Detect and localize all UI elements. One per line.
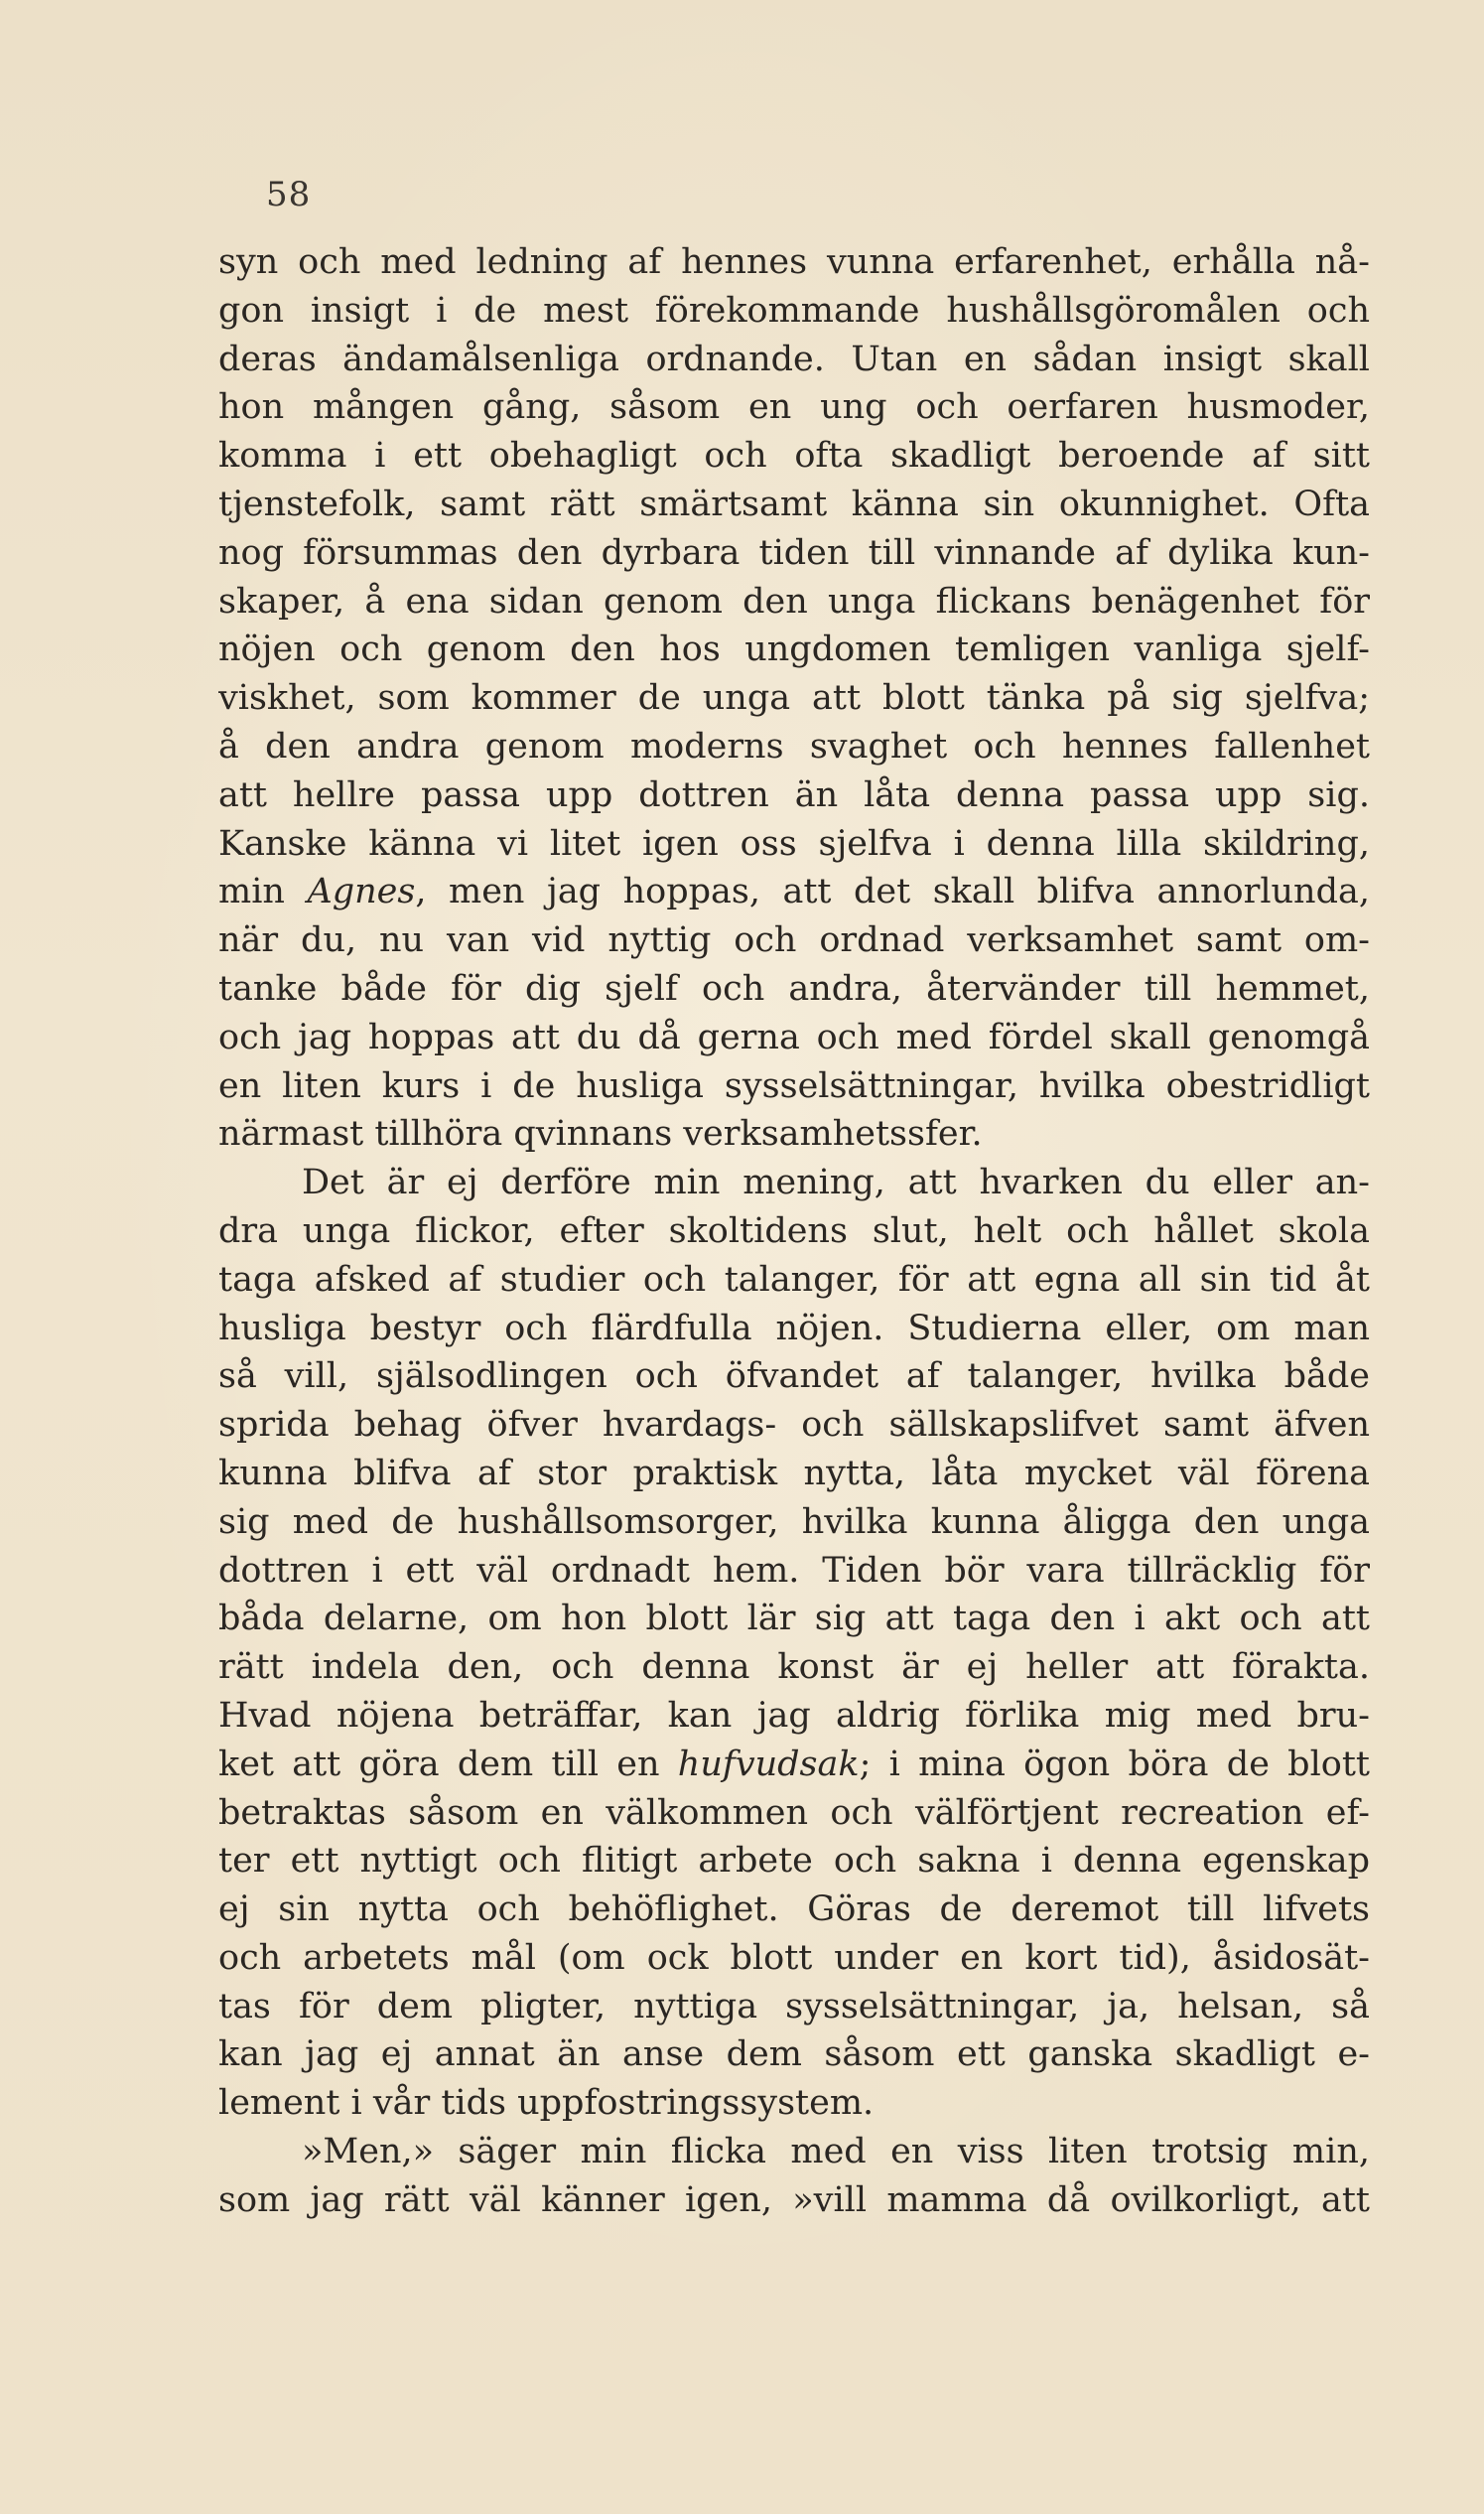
text-line: kan jag ej annat än anse dem såsom ett ganska skadligt e- <box>218 2034 1370 2075</box>
text-line: husliga bestyr och flärdfulla nöjen. Studierna eller, om man <box>218 1308 1370 1348</box>
page-number: 58 <box>266 175 312 214</box>
text-line: sig med de hushållsomsorger, hvilka kunna åligga den unga <box>218 1501 1370 1542</box>
text-line: Det är ej derföre min mening, att hvarken du eller an- <box>302 1163 1370 1203</box>
text-line: ej sin nytta och behöflighet. Göras de deremot till lifvets <box>218 1889 1370 1930</box>
text-segment: , men jag hoppas, att det skall blifva annorlunda, <box>415 872 1370 912</box>
text-line: viskhet, som kommer de unga att blott tänka på sig sjelfva; <box>218 678 1370 719</box>
text-line: dottren i ett väl ordnadt hem. Tiden bör vara tillräcklig för <box>218 1550 1370 1591</box>
text-line <box>218 1741 1370 1789</box>
body-text <box>218 238 1370 2225</box>
text-line: å den andra genom moderns svaghet och hennes fallenhet <box>218 726 1370 767</box>
text-line: Hvad nöjena beträffar, kan jag aldrig förlika mig med bru- <box>218 1695 1370 1736</box>
text-line: komma i ett obehagligt och ofta skadligt beroende af sitt <box>218 436 1370 477</box>
text-line: skaper, å ena sidan genom den unga flickans benägenhet för <box>218 581 1370 622</box>
text-line: »Men,» säger min flicka med en viss liten trotsig min, <box>302 2132 1370 2172</box>
text-line: ter ett nyttigt och flitigt arbete och sakna i denna egenskap <box>218 1841 1370 1882</box>
text-line: en liten kurs i de husliga sysselsättningar, hvilka obestridligt <box>218 1065 1370 1106</box>
text-line: kunna blifva af stor praktisk nytta, låta mycket väl förena <box>218 1453 1370 1493</box>
text-segment: ; i mina ögon böra de blott <box>859 1744 1370 1784</box>
text-line: att hellre passa upp dottren än låta denna passa upp sig. <box>218 774 1370 815</box>
text-line: sprida behag öfver hvardags- och sällskapslifvet samt äfven <box>218 1405 1370 1446</box>
text-line: tas för dem pligter, nyttiga sysselsättningar, ja, helsan, så <box>218 1986 1370 2026</box>
text-line: nog försummas den dyrbara tiden till vinnande af dylika kun- <box>218 532 1370 573</box>
text-line: dra unga flickor, efter skoltidens slut, helt och hållet skola <box>218 1210 1370 1251</box>
text-line: rätt indela den, och denna konst är ej heller att förakta. <box>218 1647 1370 1688</box>
text-line: lement i vår tids uppfostringssystem. <box>218 2083 875 2124</box>
text-line: som jag rätt väl känner igen, »vill mamma då ovilkorligt, att <box>218 2179 1370 2220</box>
text-line: tjenstefolk, samt rätt smärtsamt känna sin okunnighet. Ofta <box>218 484 1370 524</box>
text-line: när du, nu van vid nyttig och ordnad verksamhet samt om- <box>218 920 1370 961</box>
text-line: syn och med ledning af hennes vunna erfarenhet, erhålla nå- <box>218 242 1370 282</box>
text-line: och arbetets mål (om ock blott under en kort tid), åsidosät- <box>218 1937 1370 1978</box>
text-line: hon mången gång, såsom en ung och oerfaren husmoder, <box>218 387 1370 428</box>
text-line: betraktas såsom en välkommen och välförtjent recreation ef- <box>218 1792 1370 1833</box>
text-line: gon insigt i de mest förekommande hushållsgöromålen och <box>218 290 1370 331</box>
text-line: och jag hoppas att du då gerna och med fördel skall genomgå <box>218 1017 1370 1057</box>
text-line: så vill, själsodlingen och öfvandet af talanger, hvilka både <box>218 1356 1370 1397</box>
text-line: nöjen och genom den hos ungdomen temligen vanliga sjelf- <box>218 629 1370 670</box>
text-line: båda delarne, om hon blott lär sig att taga den i akt och att <box>218 1599 1370 1639</box>
text-line: tanke både för dig sjelf och andra, återvänder till hemmet, <box>218 968 1370 1009</box>
text-line: taga afsked af studier och talanger, för att egna all sin tid åt <box>218 1259 1370 1300</box>
text-line: deras ändamålsenliga ordnande. Utan en sådan insigt skall <box>218 339 1370 379</box>
text-line <box>218 868 1370 916</box>
italic-segment: hufvudsak <box>677 1744 860 1784</box>
text-line: närmast tillhöra qvinnans verksamhetssfer. <box>218 1114 983 1155</box>
italic-segment: Agnes <box>307 872 416 912</box>
text-segment: ket att göra dem till en <box>218 1744 678 1784</box>
text-segment: min <box>218 872 308 912</box>
text-line: Kanske känna vi litet igen oss sjelfva i denna lilla skildring, <box>218 823 1370 864</box>
